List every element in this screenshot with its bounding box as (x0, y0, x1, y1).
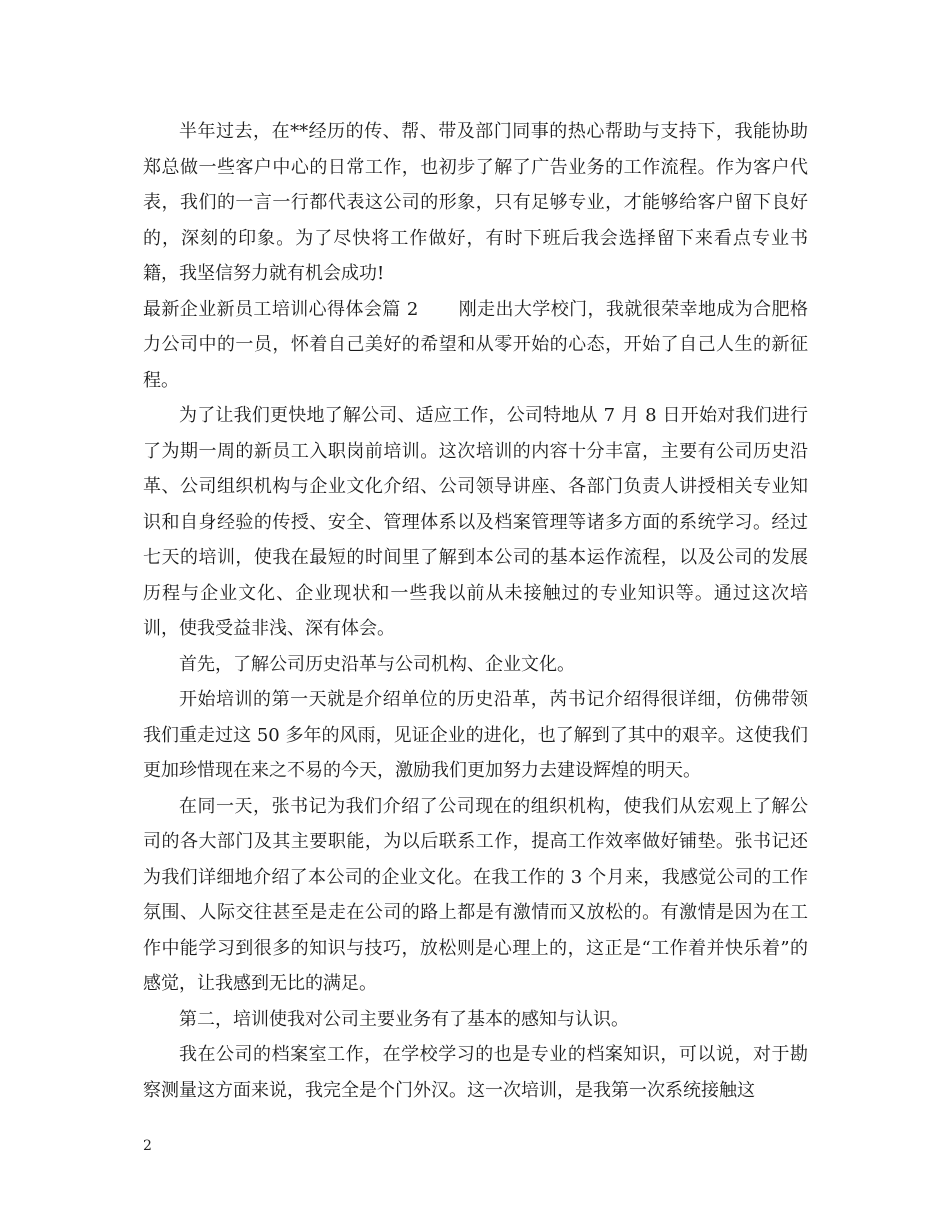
paragraph-history: 开始培训的第一天就是介绍单位的历史沿革，芮书记介绍得很详细，仿佛带领我们重走过这 50 多年的风雨，见证企业的进化，也了解到了其中的艰辛。这使我们更加珍惜现在来之不易的今天，激励我们更加努力去建设辉煌的明天。 (143, 689, 808, 781)
paragraph-organization: 在同一天，张书记为我们介绍了公司现在的组织机构，使我们从宏观上了解公司的各大部门及其主要职能，为以后联系工作，提高工作效率做好铺垫。张书记还为我们详细地介绍了本公司的企业文化。在我工作的 3 个月来，我感觉公司的工作氛围、人际交往甚至是走在公司的路上都是有激情而又放松的。有激情是因为在工作中能学习到很多的知识与技巧，放松则是心理上的，这正是“工作着并快乐着”的感觉，让我感到无比的满足。 (143, 795, 808, 994)
section-heading-body: 刚走出大学校门，我就很荣幸地成为合肥格力公司中的一员，怀着自己美好的希望和从零开始的心态，开始了自己人生的新征程。 (143, 298, 808, 391)
paragraph-first-point: 首先，了解公司历史沿革与公司机构、企业文化。 (179, 653, 575, 675)
paragraph-half-year: 半年过去，在**经历的传、帮、带及部门同事的热心帮助与支持下，我能协助郑总做一些客户中心的日常工作，也初步了解了广告业务的工作流程。作为客户代表，我们的一言一行都代表这公司的形象，只有足够专业，才能够给客户留下良好的，深刻的印象。为了尽快将工作做好，有时下班后我会选择留下来看点专业书籍，我坚信努力就有机会成功! (143, 121, 808, 284)
document-body (143, 114, 808, 1108)
paragraph-archive-work: 我在公司的档案室工作，在学校学习的也是专业的档案知识，可以说，对于勘察测量这方面来说，我完全是个门外汉。这一次培训，是我第一次系统接触这 (143, 1044, 808, 1101)
section-heading-paragraph (143, 292, 808, 399)
paragraph-training-overview: 为了让我们更快地了解公司、适应工作，公司特地从 7 月 8 日开始对我们进行了为期一周的新员工入职岗前培训。这次培训的内容十分丰富，主要有公司历史沿革、公司组织机构与企业文化介绍、公司领导讲座、各部门负责人讲授相关专业知识和自身经验的传授、安全、管理体系以及档案管理等诸多方面的系统学习。经过七天的培训，使我在最短的时间里了解到本公司的基本运作流程，以及公司的发展历程与企业文化、企业现状和一些我以前从未接触过的专业知识等。通过这次培训，使我受益非浅、深有体会。 (143, 405, 808, 639)
page-number: 2 (143, 1138, 152, 1154)
paragraph-second-point: 第二，培训使我对公司主要业务有了基本的感知与认识。 (179, 1008, 629, 1030)
section-heading-title: 最新企业新员工培训心得体会篇 2 (143, 298, 419, 320)
